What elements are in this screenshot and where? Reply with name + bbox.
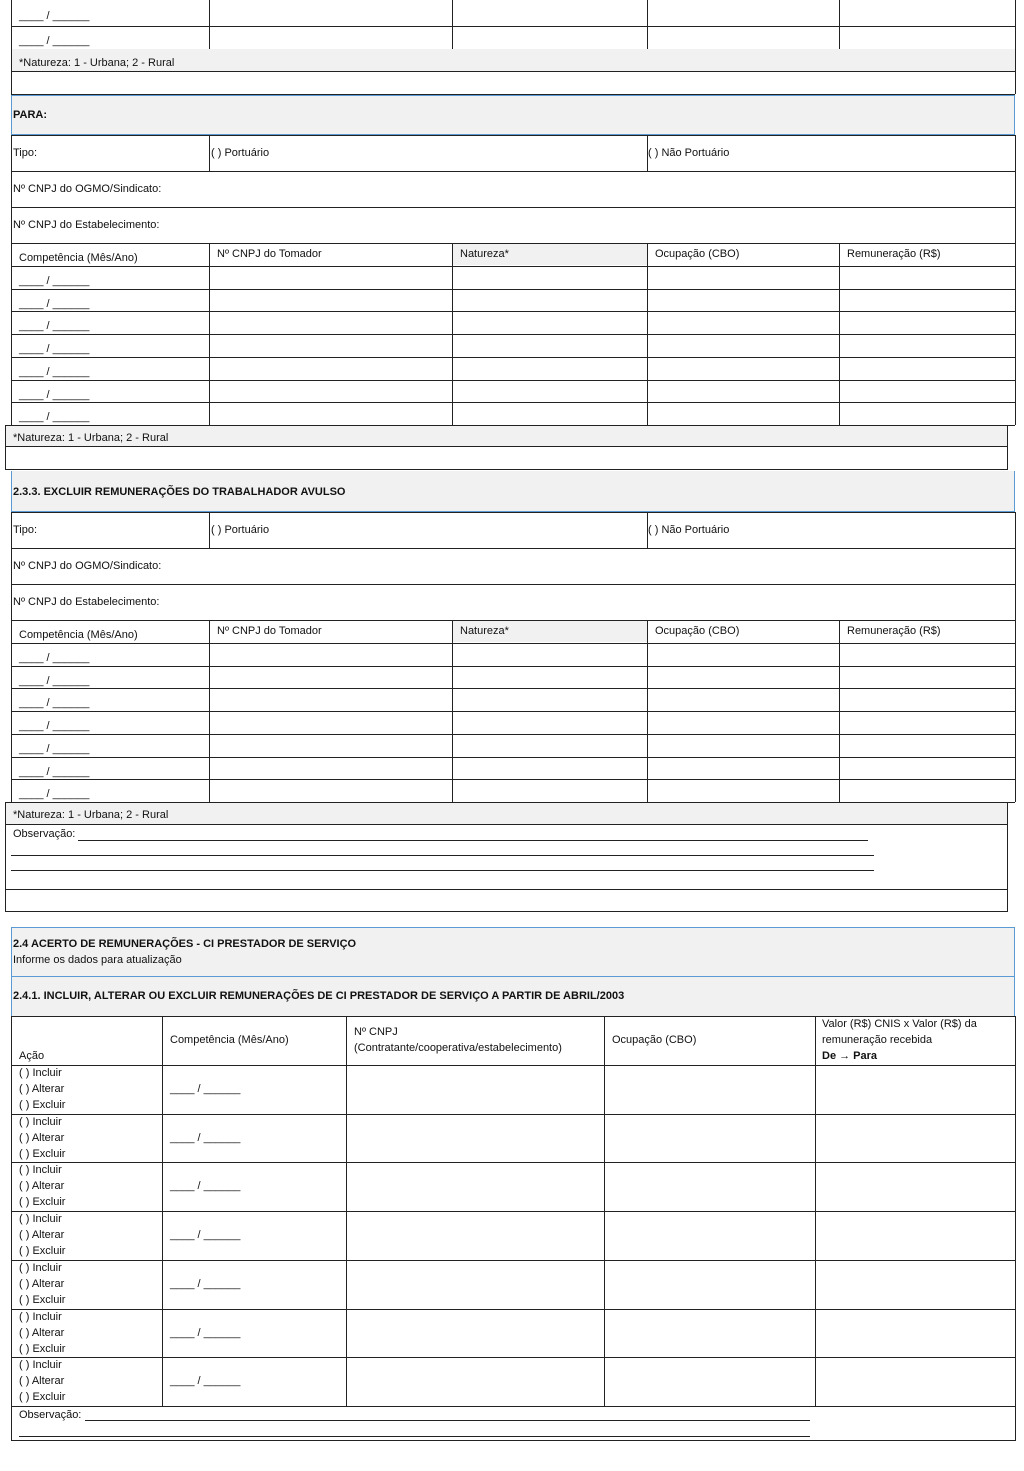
cnpj-input[interactable] [346,1309,604,1357]
acao-incluir-option[interactable]: ( ) Incluir [19,1310,62,1323]
table-border [1015,512,1016,620]
date-blank-field: ____ / ______ [19,35,90,47]
column-divider [452,0,453,49]
competencia-input[interactable] [162,1162,346,1210]
competencia-input[interactable] [11,757,209,779]
valor-input[interactable] [815,1309,1015,1357]
column-divider [604,1016,605,1406]
competencia-input[interactable] [11,779,209,801]
nao-portuario-option: ( ) Não Portuário [648,524,730,536]
observacao-label: Observação: [13,828,76,840]
date-blank-field: ____ / ______ [19,652,90,664]
acao-alterar-option[interactable]: ( ) Alterar [19,1229,65,1242]
competencia-input[interactable] [11,0,209,23]
column-divider [1015,243,1016,425]
para-header [11,95,1015,135]
ocupacao-input[interactable] [647,402,839,424]
competencia-input[interactable] [162,1065,346,1113]
competencia-input[interactable] [162,1114,346,1162]
remuneracao-input[interactable] [839,643,1015,665]
remuneracao-input[interactable] [839,289,1015,311]
remuneracao-input[interactable] [839,357,1015,379]
column-header-remuneracao: Remuneração (R$) [847,625,941,637]
valor-input[interactable] [815,1260,1015,1308]
portuario-option: ( ) Portuário [211,147,270,159]
cnpj-tomador-input[interactable] [209,289,452,311]
competencia-input[interactable] [11,26,209,49]
competencia-input[interactable] [11,289,209,311]
ocupacao-input[interactable] [647,357,839,379]
column-header-acao: Ação [19,1050,45,1062]
column-divider [647,0,648,49]
column-divider [839,620,840,802]
column-header-competencia: Competência (Mês/Ano) [19,252,138,264]
spacer-row [5,889,1008,912]
date-blank-field: ____ / ______ [19,720,90,733]
date-blank-field: ____ / ______ [170,1083,241,1095]
natureza-input[interactable] [452,666,647,688]
remuneracao-input[interactable] [839,311,1015,333]
natureza-input[interactable] [452,334,647,356]
tipo-label: Tipo: [13,524,38,536]
acao-excluir-option[interactable]: ( ) Excluir [19,1147,66,1160]
column-header-cnpj-tomador: Nº CNPJ do Tomador [217,625,322,637]
date-blank-field: ____ / ______ [170,1131,241,1144]
date-blank-field: ____ / ______ [19,343,90,356]
cnpj-tomador-input[interactable] [209,757,452,779]
cnpj-input[interactable] [346,1114,604,1162]
competencia-input[interactable] [11,266,209,288]
cnpj-ogmo-label: Nº CNPJ do OGMO/Sindicato: [13,183,162,195]
column-header-ocupacao: Ocupação (CBO) [655,625,740,637]
table-row-border [11,71,1015,72]
natureza-input[interactable] [452,357,647,379]
ocupacao-input[interactable] [647,711,839,733]
remuneracao-input[interactable] [839,666,1015,688]
natureza-input[interactable] [452,643,647,665]
date-blank-field: ____ / ______ [19,674,90,687]
column-header-remuneracao: Remuneração (R$) [847,248,941,260]
table-border [1015,135,1016,243]
date-blank-field: ____ / ______ [170,1375,241,1388]
column-divider [162,1016,163,1406]
remuneracao-input[interactable] [839,402,1015,424]
nao-portuario-radio[interactable] [648,141,744,163]
acao-alterar-option[interactable]: ( ) Alterar [19,1326,65,1339]
remuneracao-input[interactable] [839,380,1015,402]
date-blank-field: ____ / ______ [19,10,90,22]
ocupacao-input[interactable] [647,734,839,756]
column-header-valor-detail: remuneração recebida [822,1034,933,1046]
column-divider [815,1016,816,1406]
natureza-input[interactable] [452,311,647,333]
acao-incluir-option[interactable]: ( ) Incluir [19,1213,62,1226]
cnpj-tomador-input[interactable] [209,643,452,665]
cnpj-input[interactable] [346,1162,604,1210]
column-divider [647,620,648,802]
column-divider [209,0,210,49]
cnpj-ogmo-input[interactable] [180,548,1015,584]
section24-header [11,927,1015,977]
acao-alterar-option[interactable]: ( ) Alterar [19,1375,65,1388]
cnpj-estabelecimento-input[interactable] [180,584,1015,620]
ocupacao-input[interactable] [604,1065,815,1113]
remuneracao-input[interactable] [839,334,1015,356]
column-divider [346,1016,347,1406]
section24-title: 2.4 ACERTO DE REMUNERAÇÕES - CI PRESTADOR DE SERVIÇO [13,938,357,950]
ocupacao-input[interactable] [647,380,839,402]
column-divider [839,243,840,425]
acao-excluir-option[interactable]: ( ) Excluir [19,1099,66,1111]
column-divider [209,135,210,171]
cnpj-tomador-input[interactable] [209,334,452,356]
cnpj-estabelecimento-input[interactable] [180,207,1015,243]
observacao-line [78,840,868,841]
ocupacao-input[interactable] [604,1114,815,1162]
cnpj-input[interactable] [346,1260,604,1308]
valor-input[interactable] [815,1211,1015,1259]
competencia-input[interactable] [11,666,209,688]
cnpj-tomador-input[interactable] [209,711,452,733]
remuneracao-input[interactable] [839,757,1015,779]
column-divider [647,243,648,425]
competencia-input[interactable] [11,380,209,402]
ocupacao-input[interactable] [647,266,839,288]
date-blank-field: ____ / ______ [19,765,90,778]
natureza-note: *Natureza: 1 - Urbana; 2 - Rural [13,809,169,821]
column-divider [1015,49,1016,94]
column-header-de-para: De → Para [822,1050,878,1062]
natureza-input[interactable] [452,688,647,710]
acao-alterar-option[interactable]: ( ) Alterar [19,1277,65,1290]
acao-incluir-option[interactable]: ( ) Incluir [19,1115,62,1128]
date-blank-field: ____ / ______ [170,1229,241,1242]
observacao-line [11,870,874,871]
ocupacao-input[interactable] [604,1260,815,1308]
column-divider [209,512,210,548]
natureza-input[interactable] [452,402,647,424]
section24-subtitle: Informe os dados para atualização [13,954,182,966]
acao-excluir-option[interactable]: ( ) Excluir [19,1342,66,1355]
nao-portuario-radio[interactable] [648,518,744,540]
column-divider [647,512,648,548]
natureza-input[interactable] [452,779,647,801]
date-blank-field: ____ / ______ [19,365,90,378]
column-header-competencia: Competência (Mês/Ano) [19,629,138,641]
ocupacao-input[interactable] [647,779,839,801]
column-divider [11,49,12,94]
date-blank-field: ____ / ______ [19,742,90,755]
date-blank-field: ____ / ______ [19,297,90,310]
column-divider [1015,0,1016,49]
para-title: PARA: [13,109,48,121]
portuario-option: ( ) Portuário [211,524,270,536]
acao-incluir-option[interactable]: ( ) Incluir [19,1164,62,1177]
column-header-competencia: Competência (Mês/Ano) [170,1034,289,1046]
acao-incluir-option[interactable]: ( ) Incluir [19,1261,62,1274]
competencia-input[interactable] [11,334,209,356]
date-blank-field: ____ / ______ [170,1326,241,1339]
cnpj-input[interactable] [346,1211,604,1259]
column-divider [839,0,840,49]
ocupacao-input[interactable] [647,334,839,356]
competencia-input[interactable] [162,1357,346,1405]
competencia-input[interactable] [11,357,209,379]
ocupacao-input[interactable] [647,666,839,688]
section241-title: 2.4.1. INCLUIR, ALTERAR OU EXCLUIR REMUNERAÇÕES DE CI PRESTADOR DE SERVIÇO A PARTIR DE ABRIL/2003 [13,990,625,1002]
row-border [11,512,1015,513]
natureza-note: *Natureza: 1 - Urbana; 2 - Rural [19,57,175,69]
date-blank-field: ____ / ______ [19,697,90,710]
table-border [1015,1016,1016,1440]
observacao-line [19,1436,810,1437]
column-divider [11,0,12,49]
row-border [11,135,1015,136]
ocupacao-input[interactable] [604,1162,815,1210]
column-divider [647,135,648,171]
competencia-input[interactable] [162,1309,346,1357]
remuneracao-input[interactable] [839,266,1015,288]
spacer-row [5,446,1008,470]
table-border [11,512,12,620]
date-blank-field: ____ / ______ [19,411,90,424]
ocupacao-input[interactable] [647,289,839,311]
acao-excluir-option[interactable]: ( ) Excluir [19,1196,66,1209]
remuneracao-input[interactable] [839,688,1015,710]
acao-alterar-option[interactable]: ( ) Alterar [19,1131,65,1144]
cnpj-tomador-input[interactable] [209,688,452,710]
acao-alterar-option[interactable]: ( ) Alterar [19,1180,65,1193]
column-header-cnpj-detail: (Contratante/cooperativa/estabelecimento) [354,1042,562,1054]
competencia-input[interactable] [11,402,209,424]
cnpj-tomador-input[interactable] [209,734,452,756]
acao-excluir-option[interactable]: ( ) Excluir [19,1391,66,1404]
portuario-radio[interactable] [211,141,291,163]
remuneracao-input[interactable] [839,734,1015,756]
natureza-input[interactable] [452,266,647,288]
portuario-radio[interactable] [211,518,291,540]
observacao-input[interactable] [85,1406,810,1436]
ocupacao-input[interactable] [647,688,839,710]
ocupacao-input[interactable] [647,757,839,779]
remuneracao-input[interactable] [839,779,1015,801]
column-header-cnpj: Nº CNPJ [354,1026,398,1038]
ocupacao-input[interactable] [604,1211,815,1259]
competencia-input[interactable] [162,1260,346,1308]
cnpj-tomador-input[interactable] [209,779,452,801]
column-divider [209,620,210,802]
observacao-line [85,1420,810,1421]
cnpj-ogmo-input[interactable] [180,171,1015,207]
acao-incluir-option[interactable]: ( ) Incluir [19,1359,62,1372]
competencia-input[interactable] [162,1211,346,1259]
column-header-natureza: Natureza* [460,248,509,260]
acao-excluir-option[interactable]: ( ) Excluir [19,1293,66,1306]
cnpj-tomador-input[interactable] [209,357,452,379]
competencia-input[interactable] [11,311,209,333]
cnpj-input[interactable] [346,1357,604,1405]
valor-input[interactable] [815,1357,1015,1405]
date-blank-field: ____ / ______ [19,388,90,401]
table-border [11,1440,1016,1441]
column-divider [452,243,453,425]
natureza-input[interactable] [452,380,647,402]
column-divider [11,243,12,425]
ocupacao-input[interactable] [647,643,839,665]
observacao-label: Observação: [19,1409,82,1421]
nao-portuario-option: ( ) Não Portuário [648,147,730,159]
column-divider [11,620,12,802]
date-blank-field: ____ / ______ [19,788,90,801]
cnpj-estabelecimento-label: Nº CNPJ do Estabelecimento: [13,596,160,608]
natureza-input[interactable] [452,289,647,311]
acao-incluir-option[interactable]: ( ) Incluir [19,1067,62,1079]
valor-input[interactable] [815,1114,1015,1162]
competencia-input[interactable] [11,688,209,710]
competencia-input[interactable] [11,734,209,756]
ocupacao-input[interactable] [647,311,839,333]
column-header-natureza: Natureza* [460,625,509,637]
cnpj-input[interactable] [346,1065,604,1113]
date-blank-field: ____ / ______ [170,1180,241,1193]
observacao-input[interactable] [80,824,870,884]
table-border [11,1016,12,1440]
cnpj-estabelecimento-label: Nº CNPJ do Estabelecimento: [13,219,160,231]
ocupacao-input[interactable] [604,1309,815,1357]
cnpj-ogmo-label: Nº CNPJ do OGMO/Sindicato: [13,560,162,572]
column-divider [1015,620,1016,802]
observacao-line [11,855,874,856]
column-divider [209,243,210,425]
column-header-ocupacao: Ocupação (CBO) [655,248,740,260]
column-header-cnpj-tomador: Nº CNPJ do Tomador [217,248,322,260]
excluir-title: 2.3.3. EXCLUIR REMUNERAÇÕES DO TRABALHADOR AVULSO [13,486,346,498]
column-header-valor: Valor (R$) CNIS x Valor (R$) da [822,1018,977,1030]
natureza-input[interactable] [452,711,647,733]
tipo-label: Tipo: [13,147,38,159]
cnpj-tomador-input[interactable] [209,666,452,688]
natureza-note: *Natureza: 1 - Urbana; 2 - Rural [13,432,169,444]
table-border [11,135,12,243]
acao-alterar-option[interactable]: ( ) Alterar [19,1083,65,1095]
natureza-input[interactable] [452,734,647,756]
date-blank-field: ____ / ______ [170,1277,241,1290]
remuneracao-input[interactable] [839,711,1015,733]
cnpj-tomador-input[interactable] [209,380,452,402]
competencia-input[interactable] [11,711,209,733]
cnpj-tomador-input[interactable] [209,311,452,333]
date-blank-field: ____ / ______ [19,320,90,333]
valor-input[interactable] [815,1065,1015,1113]
column-divider [452,620,453,802]
acao-excluir-option[interactable]: ( ) Excluir [19,1245,66,1258]
ocupacao-input[interactable] [604,1357,815,1405]
cnpj-tomador-input[interactable] [209,402,452,424]
natureza-input[interactable] [452,757,647,779]
column-header-ocupacao: Ocupação (CBO) [612,1034,697,1046]
date-blank-field: ____ / ______ [19,275,90,287]
competencia-input[interactable] [11,643,209,665]
valor-input[interactable] [815,1162,1015,1210]
cnpj-tomador-input[interactable] [209,266,452,288]
